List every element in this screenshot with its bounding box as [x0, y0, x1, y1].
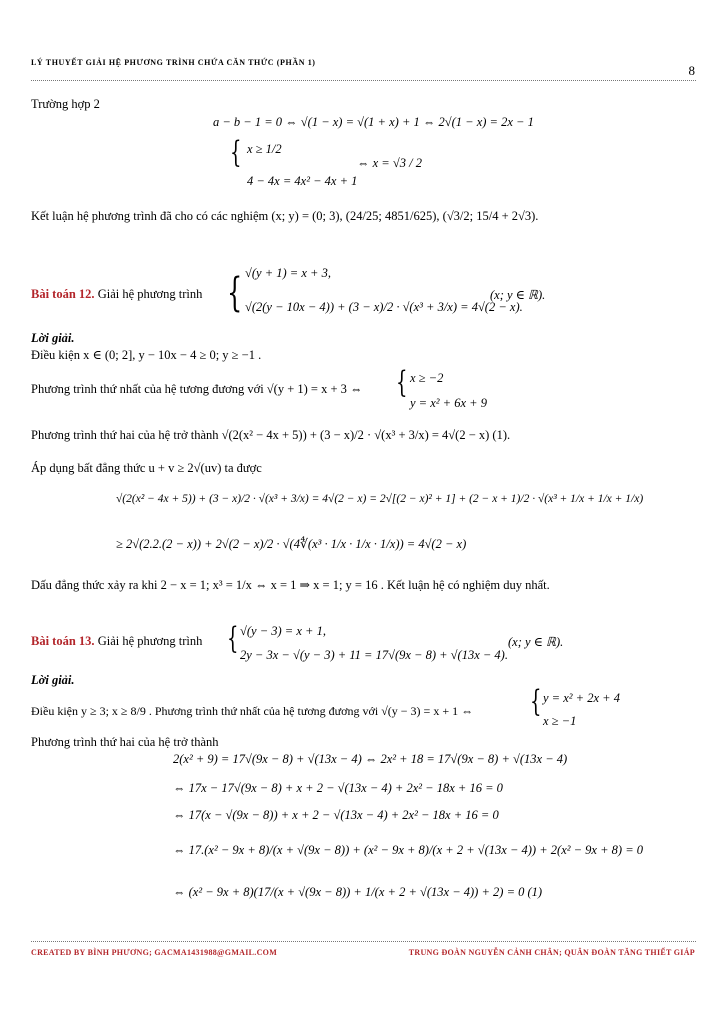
case2-system-line-b: 4 − 4x = 4x² − 4x + 1 [247, 174, 358, 188]
problem-13-cond-a: y = x² + 2x + 4 [543, 691, 620, 705]
problem-12-inequality-1: √(2(x² − 4x + 5)) + (3 − x)/2 · √(x³ + 3/x) = 4√(2 − x) = 2√[(2 − x)² + 1] + (2 − x + 1)/2 · √(x³ + 1/x + 1/x + 1/x) [116, 493, 644, 505]
problem-12-eq1: √(y + 1) = x + 3, [245, 266, 331, 280]
problem-12-eq2: √(2(y − 10x − 4)) + (3 − x)/2 · √(x³ + 3/x) = 4√(2 − x). [245, 300, 523, 314]
problem-13-eq1: √(y − 3) = x + 1, [240, 624, 326, 638]
footer-unit: TRUNG ĐOÀN NGUYỄN CẢNH CHÂN; QUÂN ĐOÀN TĂNG THIẾT GIÁP [408, 948, 695, 957]
problem-12-first-equation: Phương trình thứ nhất của hệ tương đương với √(y + 1) = x + 3 ⇔ [31, 382, 363, 396]
problem-13-step-3: ⇔ 17(x − √(9x − 8)) + x + 2 − √(13x − 4) + 2x² − 18x + 16 = 0 [173, 808, 499, 822]
problem-12-first-a: x ≥ −2 [410, 371, 444, 385]
problem-13-step-4: ⇔ 17.(x² − 9x + 8)/(x + √(9x − 8)) + (x² − 9x + 8)/(x + 2 + √(13x − 4)) + 2(x² − 9x + 8) = 0 [173, 843, 644, 857]
problem-13-step-2: ⇔ 17x − 17√(9x − 8) + x + 2 − √(13x − 4) + 2x² − 18x + 16 = 0 [173, 781, 503, 795]
problem-13-text: Giải hệ phương trình [97, 634, 203, 648]
solution-label: Lời giải. [31, 331, 75, 345]
problem-13-step-1: 2(x² + 9) = 17√(9x − 8) + √(13x − 4) ⇔ 2x² + 18 = 17√(9x − 8) + √(13x − 4) [173, 752, 568, 766]
problem-12-title: Bài toán 12. [31, 287, 95, 301]
page-header-title: LÝ THUYẾT GIẢI HỆ PHƯƠNG TRÌNH CHỨA CĂN THỨC (PHẦN 1) [31, 58, 316, 67]
conclusion-text: Kết luận hệ phương trình đã cho có các nghiệm (x; y) = (0; 3), (24/25; 4851/625), (√3/2; 15/4 + 2√3). [31, 209, 539, 223]
problem-13-heading [31, 634, 202, 649]
problem-12-inequality-intro: Áp dụng bất đẳng thức u + v ≥ 2√(uv) ta được [31, 461, 262, 475]
problem-12-condition: Điều kiện x ∈ (0; 2], y − 10x − 4 ≥ 0; y ≥ −1 . [31, 348, 262, 362]
system-brace: { [230, 135, 242, 170]
problem-13-second-equation: Phương trình thứ hai của hệ trở thành [31, 735, 219, 749]
problem-13-condition: Điều kiện y ≥ 3; x ≥ 8/9 . Phương trình thứ nhất của hệ tương đương với √(y − 3) = x + 1 ⇔ [31, 704, 474, 718]
problem-12-second-equation: Phương trình thứ hai của hệ trở thành √(2(x² − 4x + 5)) + (3 − x)/2 · √(x³ + 3/x) = 4√(2 − x) (1). [31, 428, 511, 442]
problem-12-first-b: y = x² + 6x + 9 [410, 396, 487, 410]
problem-13-title: Bài toán 13. [31, 634, 95, 648]
case2-equation: a − b − 1 = 0 ⇔ √(1 − x) = √(1 + x) + 1 ⇔ 2√(1 − x) = 2x − 1 [213, 115, 534, 129]
problem-12-inequality-2: ≥ 2√(2.2.(2 − x)) + 2√(2 − x)/2 · √(4∜(x³ · 1/x · 1/x · 1/x)) = 4√(2 − x) [116, 537, 467, 551]
problem-12-equality-case: Dấu đẳng thức xảy ra khi 2 − x = 1; x³ = 1/x ⇔ x = 1 ⇒ x = 1; y = 16 . Kết luận hệ có nghiệm duy nhất. [31, 578, 550, 592]
system-brace: { [396, 365, 408, 400]
case2-system-line-a: x ≥ 1/2 [247, 142, 282, 156]
problem-12-domain: (x; y ∈ ℝ). [490, 288, 546, 302]
system-brace: { [530, 684, 542, 719]
problem-13-domain: (x; y ∈ ℝ). [508, 635, 564, 649]
footer-divider [31, 941, 696, 942]
problem-13-cond-b: x ≥ −1 [543, 714, 577, 728]
case2-result: ⇔ x = √3 / 2 [357, 156, 422, 170]
problem-13-step-5: ⇔ (x² − 9x + 8)(17/(x + √(9x − 8)) + 1/(x + 2 + √(13x − 4)) + 2) = 0 (1) [173, 885, 543, 899]
system-brace: { [227, 621, 239, 656]
footer-author: CREATED BY BÌNH PHƯƠNG; GACMA1431988@GMAIL.COM [31, 948, 278, 957]
problem-12-text: Giải hệ phương trình [97, 287, 203, 301]
problem-13-eq2: 2y − 3x − √(y − 3) + 11 = 17√(9x − 8) + √(13x − 4). [240, 648, 508, 662]
solution-label: Lời giải. [31, 673, 75, 687]
case-label: Trường hợp 2 [31, 97, 100, 111]
system-brace: { [227, 270, 243, 316]
problem-12-heading [31, 287, 202, 302]
header-divider [31, 80, 696, 81]
page-number: 8 [688, 63, 695, 78]
